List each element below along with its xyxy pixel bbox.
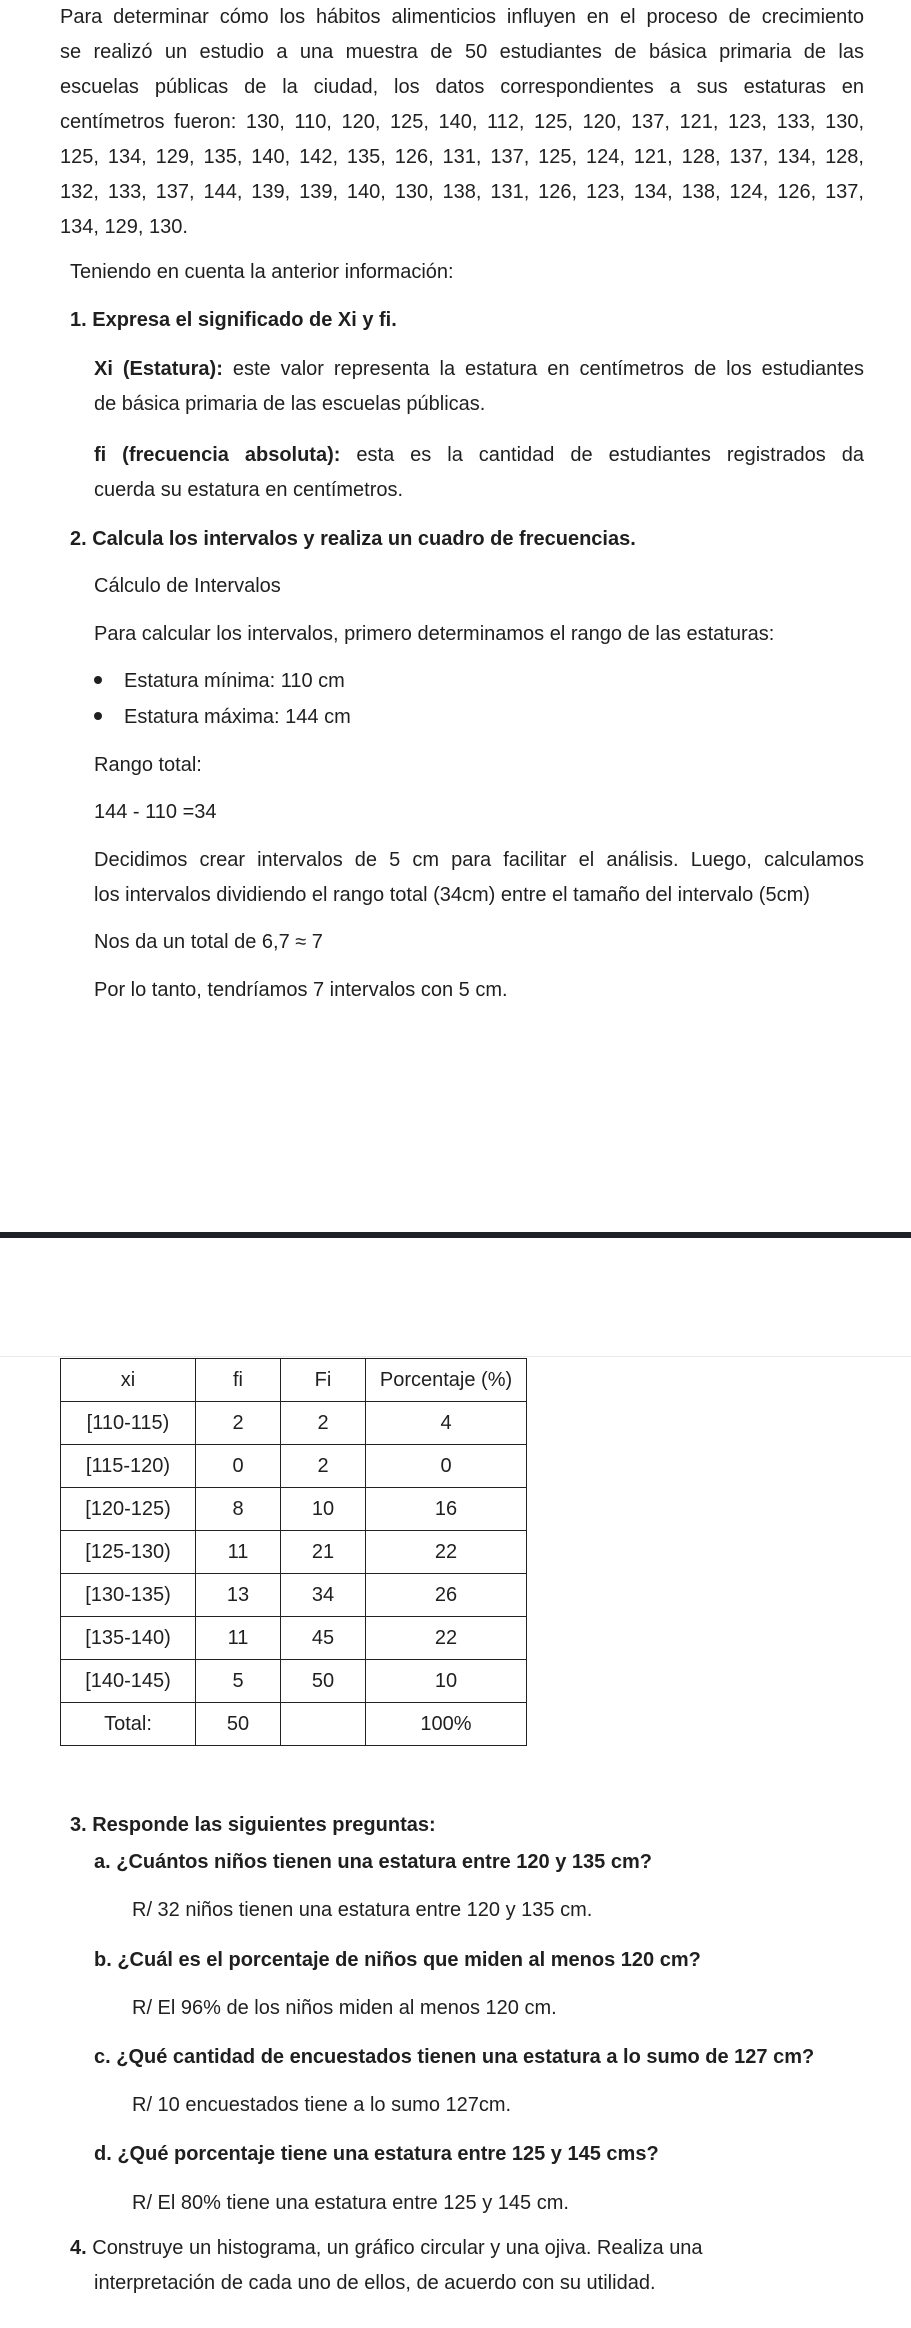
cell: 13: [196, 1574, 281, 1617]
answer-3b: R/ El 96% de los niños miden al menos 120 cm.: [132, 1997, 557, 2019]
intro-line: Para determinar cómo los hábitos alimenticios influyen en el proceso de crecimiento: [60, 6, 864, 28]
bullet-text: Estatura máxima: 144 cm: [124, 706, 351, 728]
xi-text-2: de básica primaria de las escuelas públicas.: [94, 393, 486, 415]
intro-line: escuelas públicas de la ciudad, los datos correspondientes a sus estaturas en: [60, 76, 864, 98]
question-4: [70, 2231, 830, 2301]
conclusion: Por lo tanto, tendríamos 7 intervalos con 5 cm.: [94, 979, 508, 1001]
xi-definition: [94, 352, 864, 422]
cell: 100%: [366, 1703, 527, 1746]
intro-line: centímetros fueron: 130, 110, 120, 125, 140, 112, 125, 120, 137, 121, 123, 133, 130,: [60, 111, 864, 133]
cell: [110-115): [61, 1402, 196, 1445]
cell: 22: [366, 1617, 527, 1660]
table-row: [61, 1574, 527, 1617]
question-3a: a. ¿Cuántos niños tienen una estatura entre 120 y 135 cm?: [94, 1851, 652, 1873]
cell: 16: [366, 1488, 527, 1531]
intro-paragraph: [60, 0, 864, 245]
decide-line: Decidimos crear intervalos de 5 cm para facilitar el análisis. Luego, calculamos: [94, 849, 864, 871]
answer-3c: R/ 10 encuestados tiene a lo sumo 127cm.: [132, 2094, 512, 2116]
frequency-table: [60, 1358, 527, 1746]
answer-3d: R/ El 80% tiene una estatura entre 125 y 145 cm.: [132, 2192, 569, 2214]
answer-3a: R/ 32 niños tienen una estatura entre 120 y 135 cm.: [132, 1899, 593, 1921]
header-fi: fi: [196, 1359, 281, 1402]
question-4-text-2: interpretación de cada uno de ellos, de acuerdo con su utilidad.: [94, 2272, 656, 2294]
cell: [135-140): [61, 1617, 196, 1660]
fi-definition: [94, 438, 864, 508]
table-row: [61, 1445, 527, 1488]
fi-text: esta es la cantidad de estudiantes registrados da: [340, 444, 864, 466]
question-1-title: 1. Expresa el significado de Xi y fi.: [70, 309, 397, 331]
question-4-number: 4.: [70, 2237, 87, 2259]
cell: 11: [196, 1531, 281, 1574]
question-4-text: Construye un histograma, un gráfico circular y una ojiva. Realiza una: [86, 2237, 703, 2259]
cell: 8: [196, 1488, 281, 1531]
xi-label: Xi (Estatura):: [94, 358, 223, 380]
page-break-line: [0, 1356, 911, 1357]
cell: 2: [196, 1402, 281, 1445]
table-row: [61, 1660, 527, 1703]
cell: 21: [281, 1531, 366, 1574]
range-label: Rango total:: [94, 754, 202, 776]
question-3-title: 3. Responde las siguientes preguntas:: [70, 1814, 436, 1836]
cell: 50: [281, 1660, 366, 1703]
cell: [281, 1703, 366, 1746]
fi-text-2: cuerda su estatura en centímetros.: [94, 479, 404, 501]
cell: 4: [366, 1402, 527, 1445]
cell: [140-145): [61, 1660, 196, 1703]
cell: 10: [281, 1488, 366, 1531]
cell: [125-130): [61, 1531, 196, 1574]
bullet-dot: [94, 712, 102, 720]
cell: 45: [281, 1617, 366, 1660]
cell: 10: [366, 1660, 527, 1703]
decide-paragraph: [94, 843, 864, 913]
table-row: [61, 1531, 527, 1574]
xi-text: este valor representa la estatura en centímetros de los estudiantes: [222, 358, 864, 380]
page-divider: [0, 1232, 911, 1238]
cell: 11: [196, 1617, 281, 1660]
table-header-row: [61, 1359, 527, 1402]
considering-text: Teniendo en cuenta la anterior información:: [70, 261, 454, 283]
intro-line: se realizó un estudio a una muestra de 50 estudiantes de básica primaria de las: [60, 41, 864, 63]
fi-label: fi (frecuencia absoluta):: [94, 444, 341, 466]
total-intervals: Nos da un total de 6,7 ≈ 7: [94, 931, 323, 953]
bullet-text: Estatura mínima: 110 cm: [124, 670, 345, 692]
question-3b: b. ¿Cuál es el porcentaje de niños que miden al menos 120 cm?: [94, 1949, 701, 1971]
bullet-dot: [94, 676, 102, 684]
decide-line: los intervalos dividiendo el rango total (34cm) entre el tamaño del intervalo (5cm): [94, 884, 810, 906]
cell: 2: [281, 1402, 366, 1445]
header-percent: Porcentaje (%): [366, 1359, 527, 1402]
cell: 2: [281, 1445, 366, 1488]
cell: 34: [281, 1574, 366, 1617]
cell: Total:: [61, 1703, 196, 1746]
table-row: [61, 1402, 527, 1445]
range-intro: Para calcular los intervalos, primero determinamos el rango de las estaturas:: [94, 623, 775, 645]
question-3d: d. ¿Qué porcentaje tiene una estatura entre 125 y 145 cms?: [94, 2143, 659, 2165]
cell: 0: [366, 1445, 527, 1488]
intro-line: 134, 129, 130.: [60, 216, 188, 238]
table-row: [61, 1617, 527, 1660]
intro-line: 125, 134, 129, 135, 140, 142, 135, 126, 131, 137, 125, 124, 121, 128, 137, 134, 128,: [60, 146, 864, 168]
table-total-row: [61, 1703, 527, 1746]
cell: 50: [196, 1703, 281, 1746]
cell: 22: [366, 1531, 527, 1574]
question-2-title: 2. Calcula los intervalos y realiza un cuadro de frecuencias.: [70, 528, 636, 550]
range-calc: 144 - 110 =34: [94, 801, 217, 823]
header-Fi: Fi: [281, 1359, 366, 1402]
bullet-min: [94, 664, 345, 699]
cell: [130-135): [61, 1574, 196, 1617]
cell: 26: [366, 1574, 527, 1617]
question-3c: c. ¿Qué cantidad de encuestados tienen una estatura a lo sumo de 127 cm?: [94, 2046, 815, 2068]
cell: [115-120): [61, 1445, 196, 1488]
cell: 0: [196, 1445, 281, 1488]
header-xi: xi: [61, 1359, 196, 1402]
bullet-max: [94, 700, 351, 735]
intro-line: 132, 133, 137, 144, 139, 139, 140, 130, 138, 131, 126, 123, 134, 138, 124, 126, 137,: [60, 181, 864, 203]
calc-heading: Cálculo de Intervalos: [94, 575, 281, 597]
cell: [120-125): [61, 1488, 196, 1531]
table-row: [61, 1488, 527, 1531]
cell: 5: [196, 1660, 281, 1703]
